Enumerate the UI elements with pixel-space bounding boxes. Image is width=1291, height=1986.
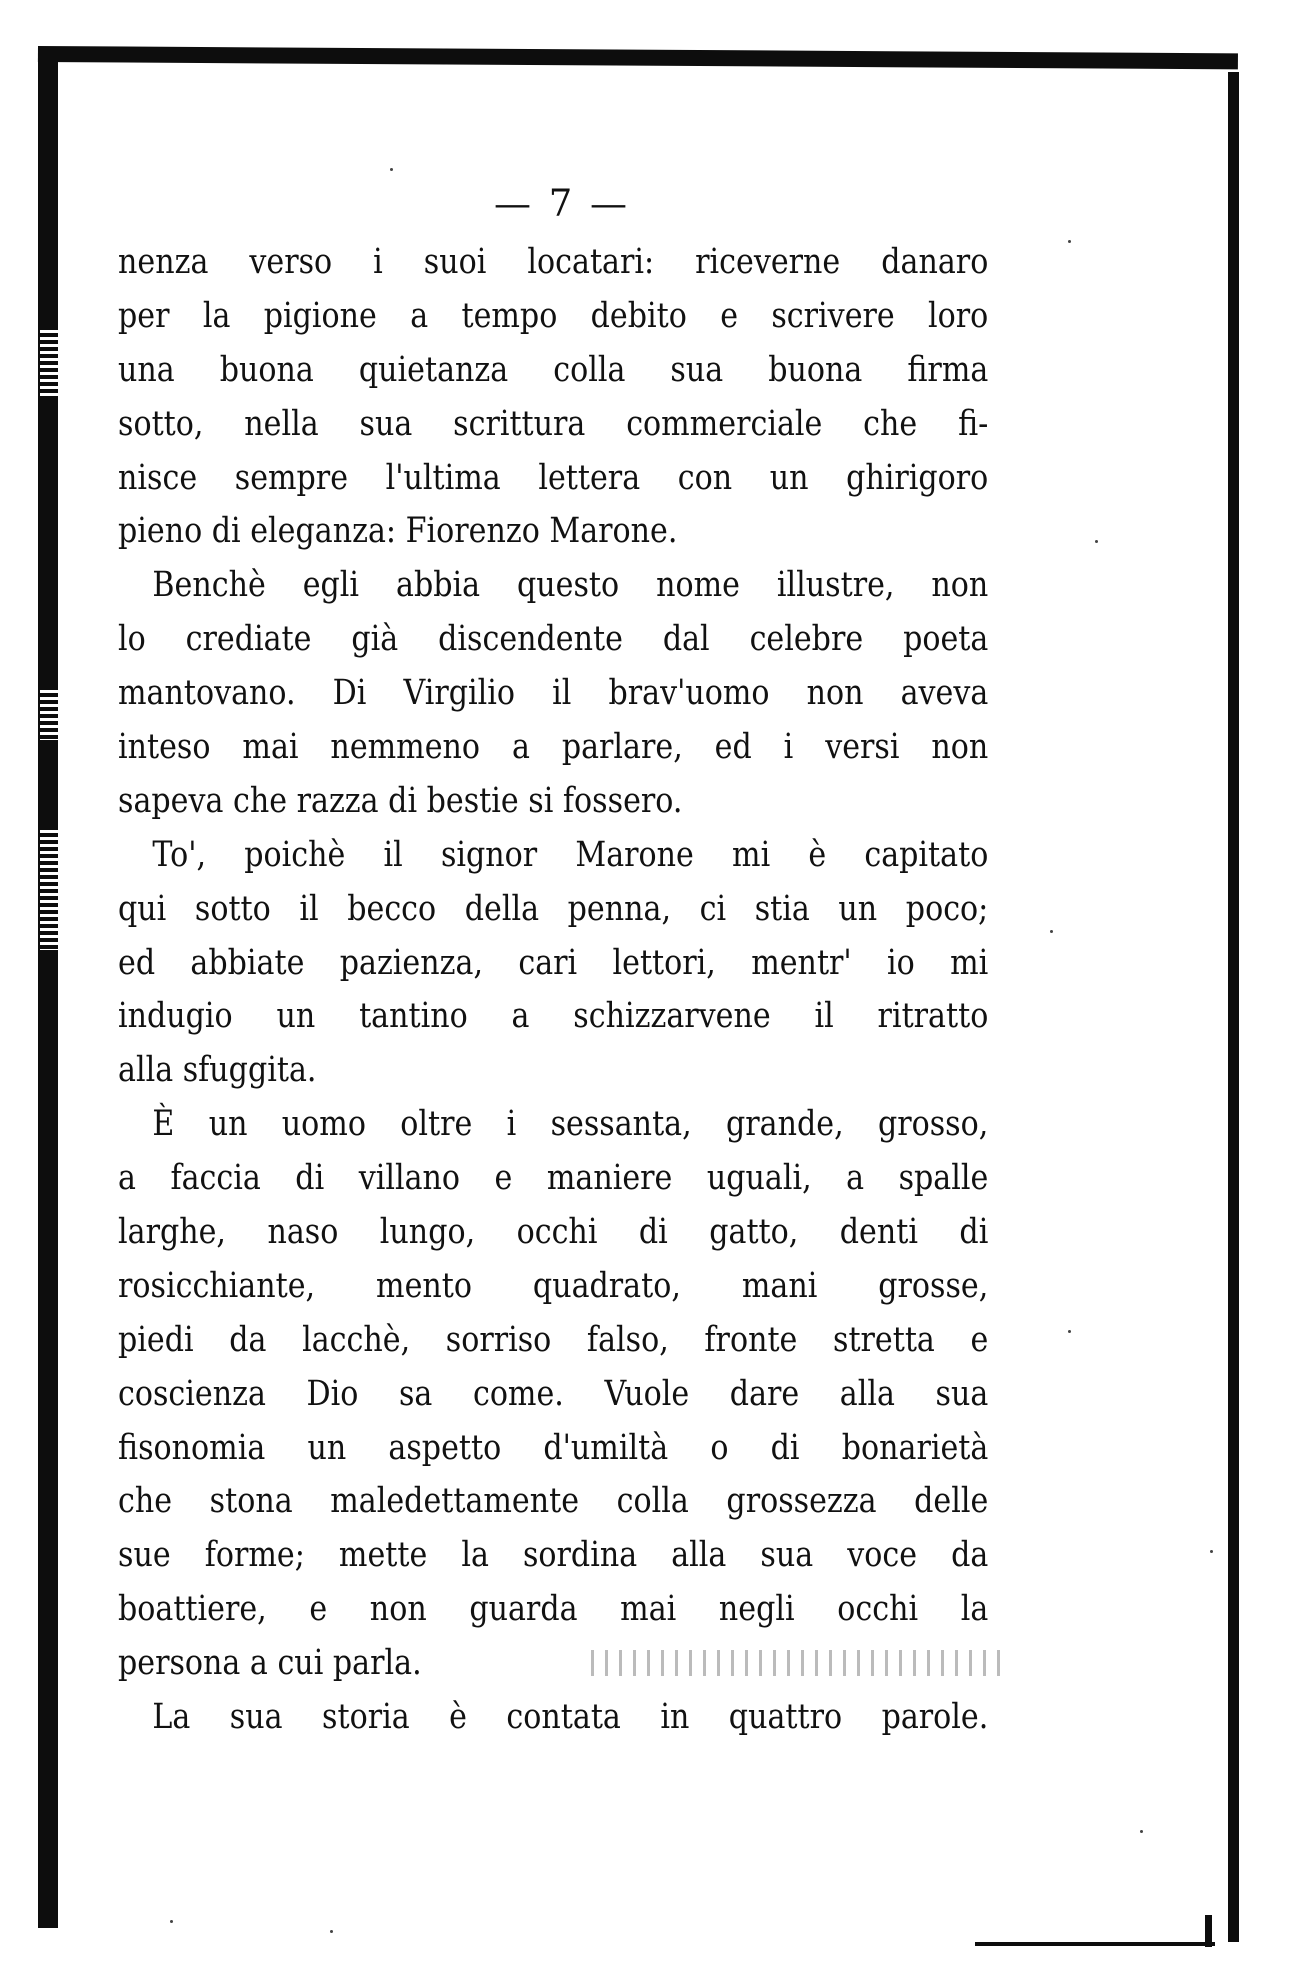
text-line: sue forme; mette la sordina alla sua voce da (118, 1535, 989, 1576)
scan-border-right (1228, 72, 1239, 1942)
scan-dot (1140, 1830, 1143, 1833)
scan-dot (1068, 240, 1071, 243)
paragraph-start: To', poichè il signor Marone mi è capitato (152, 834, 989, 875)
scan-speckle (40, 830, 58, 950)
text-line: inteso mai nemmeno a parlare, ed i versi non (118, 727, 989, 768)
scan-border-hook (1205, 1915, 1212, 1947)
text-line: lo crediate già discendente dal celebre poeta (118, 619, 989, 660)
paragraph-start: Benchè egli abbia questo nome illustre, non (152, 565, 989, 606)
text-line: per la pigione a tempo debito e scrivere loro (118, 295, 989, 336)
scan-border-bottom (975, 1942, 1215, 1946)
scan-dot (330, 1930, 333, 1933)
text-line: piedi da lacchè, sorriso falso, fronte stretta e (118, 1319, 989, 1360)
scan-speckle (40, 330, 58, 400)
text-line: nisce sempre l'ultima lettera con un ghirigoro (118, 457, 989, 498)
scan-dot (1068, 1330, 1071, 1333)
text-line: qui sotto il becco della penna, ci stia un poco; (118, 888, 989, 929)
text-line: larghe, naso lungo, occhi di gatto, denti di (118, 1212, 989, 1253)
text-line: rosicchiante, mento quadrato, mani grosse, (118, 1265, 989, 1306)
text-line: indugio un tantino a schizzarvene il ritratto (118, 996, 989, 1037)
body-text (118, 236, 988, 1745)
scan-dot (390, 168, 393, 171)
text-line: alla sfuggita. (118, 1050, 317, 1091)
paragraph-start: È un uomo oltre i sessanta, grande, grosso, (152, 1104, 989, 1145)
text-line: nenza verso i suoi locatari: riceverne danaro (118, 242, 989, 282)
text-line: ed abbiate pazienza, cari lettori, mentr' io mi (118, 942, 989, 983)
text-line: sapeva che razza di bestie si fossero. (118, 780, 683, 821)
paragraph-start: La sua storia è contata in quattro parole. (152, 1697, 989, 1738)
text-line: pieno di eleganza: Fiorenzo Marone. (118, 511, 678, 552)
text-line: persona a cui parla. (118, 1643, 422, 1684)
scan-dot (1210, 1550, 1213, 1553)
scan-dot (1095, 540, 1098, 543)
text-line: a faccia di villano e maniere uguali, a spalle (118, 1158, 989, 1199)
page-number: — 7 — (493, 182, 631, 225)
text-line: coscienza Dio sa come. Vuole dare alla sua (118, 1373, 989, 1414)
scan-dot (1050, 930, 1053, 933)
text-line: che stona maledettamente colla grossezza delle (118, 1481, 989, 1522)
text-line: fisonomia un aspetto d'umiltà o di bonarietà (118, 1427, 989, 1468)
scan-speckle (40, 690, 58, 740)
scan-dot (170, 1920, 173, 1923)
text-line: mantovano. Di Virgilio il brav'uomo non aveva (118, 673, 989, 714)
scan-border-top (38, 46, 1238, 69)
text-line: sotto, nella sua scrittura commerciale che fi- (118, 403, 989, 444)
text-line: boattiere, e non guarda mai negli occhi la (118, 1589, 989, 1630)
text-line: una buona quietanza colla sua buona firma (118, 349, 989, 390)
